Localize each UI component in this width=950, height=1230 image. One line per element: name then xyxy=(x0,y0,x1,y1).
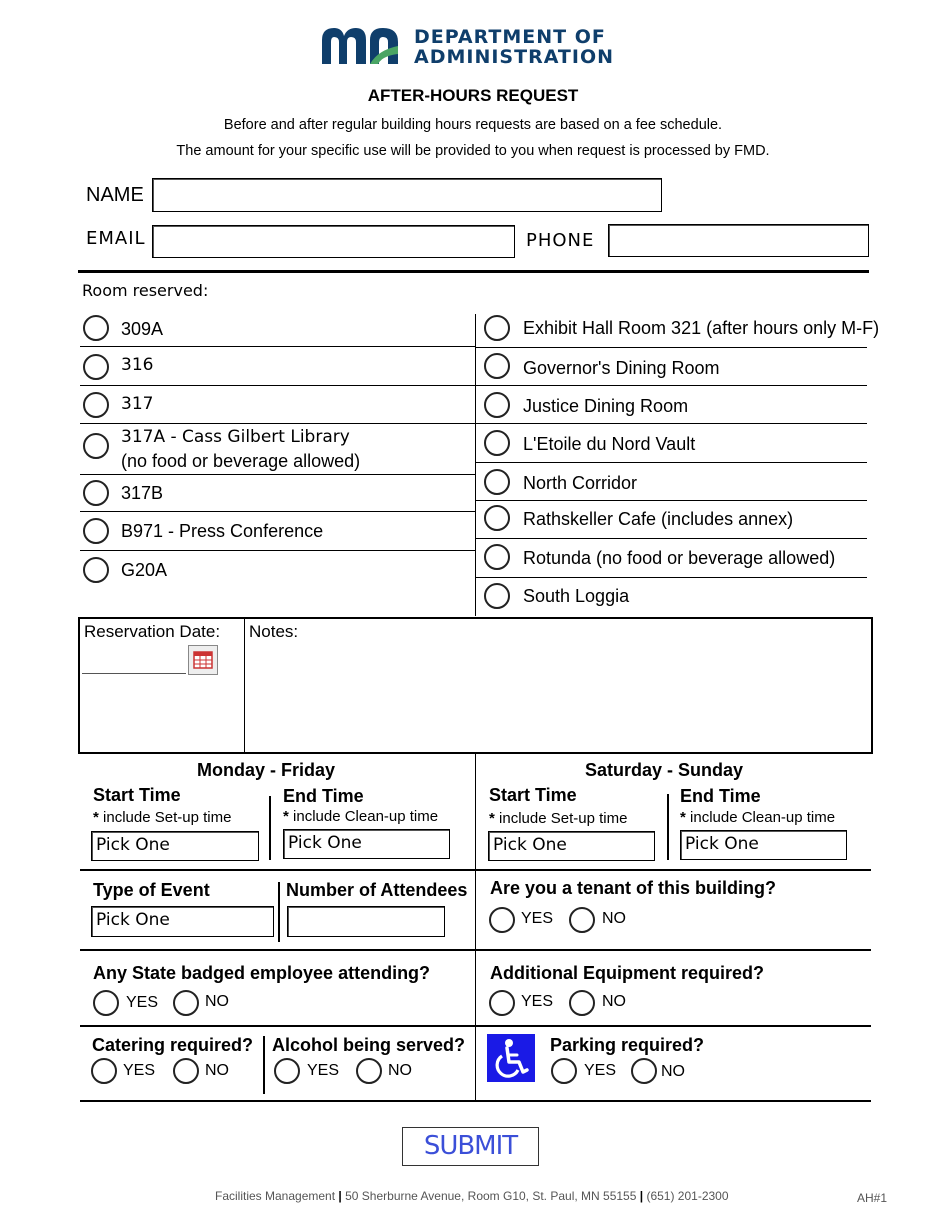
equipment-question: Additional Equipment required? xyxy=(490,963,764,983)
weekend-title: Saturday - Sunday xyxy=(585,760,744,780)
name-input[interactable] xyxy=(152,178,662,212)
room-row-divider xyxy=(476,538,867,539)
room-column-divider xyxy=(475,314,476,616)
room-radio-justice-dining[interactable] xyxy=(484,392,510,418)
attendees-input[interactable] xyxy=(287,906,445,937)
schedule-divider xyxy=(475,754,476,1101)
event-type-select[interactable]: Pick One xyxy=(91,906,274,937)
room-option: South Loggia xyxy=(523,586,630,606)
alcohol-question: Alcohol being served? xyxy=(272,1035,466,1055)
room-radio-south-loggia[interactable] xyxy=(484,583,510,609)
weekday-col-divider xyxy=(269,796,271,860)
email-label: EMAIL xyxy=(86,228,146,249)
no-label: NO xyxy=(205,993,229,1010)
name-label: NAME xyxy=(86,184,144,206)
room-option-note: (no food or beverage allowed) xyxy=(121,451,361,471)
no-label: NO xyxy=(661,1063,685,1080)
weekend-cleanup-note xyxy=(680,809,835,826)
room-option: 317 xyxy=(121,394,154,414)
room-row-divider xyxy=(80,511,475,512)
form-title: AFTER-HOURS REQUEST xyxy=(367,86,579,105)
form-id: AH#1 xyxy=(857,1191,888,1205)
room-radio-317b[interactable] xyxy=(83,480,109,506)
fee-notice-2: The amount for your specific use will be provided to you when request is processed by FMD. xyxy=(176,143,770,159)
asterisk: * xyxy=(680,809,686,826)
alcohol-yes-radio[interactable] xyxy=(274,1058,300,1084)
room-option: Justice Dining Room xyxy=(523,396,689,416)
room-radio-north-corridor[interactable] xyxy=(484,469,510,495)
email-input[interactable] xyxy=(152,225,515,258)
parking-no-radio[interactable] xyxy=(631,1058,657,1084)
yes-label: YES xyxy=(521,910,554,927)
wheelchair-icon xyxy=(487,1034,535,1082)
room-radio-309a[interactable] xyxy=(83,315,109,341)
alcohol-no-radio[interactable] xyxy=(356,1058,382,1084)
asterisk: * xyxy=(489,810,495,827)
room-row-divider xyxy=(476,385,867,386)
notes-label: Notes: xyxy=(249,622,299,641)
row-divider xyxy=(80,949,871,951)
weekday-end-select[interactable]: Pick One xyxy=(283,829,450,859)
yes-label: YES xyxy=(584,1062,617,1079)
weekday-title: Monday - Friday xyxy=(197,760,336,780)
badged-yes-radio[interactable] xyxy=(93,990,119,1016)
no-label: NO xyxy=(602,910,626,927)
footer-org: Facilities Management xyxy=(215,1189,336,1203)
room-row-divider xyxy=(80,423,475,424)
catering-question: Catering required? xyxy=(92,1035,254,1055)
room-row-divider xyxy=(476,462,867,463)
footer-sep: | xyxy=(639,1189,644,1203)
room-reserved-label: Room reserved: xyxy=(82,281,209,300)
reservation-date-label: Reservation Date: xyxy=(84,622,221,641)
yes-label: YES xyxy=(126,994,159,1011)
setup-note-text: include Set-up time xyxy=(499,810,628,827)
no-label: NO xyxy=(205,1062,229,1079)
event-type-label: Type of Event xyxy=(93,880,210,900)
no-label: NO xyxy=(602,993,626,1010)
weekend-start-label: Start Time xyxy=(489,785,577,805)
room-row-divider xyxy=(80,346,475,347)
asterisk: * xyxy=(283,808,289,825)
weekend-col-divider xyxy=(667,794,669,860)
weekend-start-select[interactable]: Pick One xyxy=(488,831,655,861)
room-option: North Corridor xyxy=(523,473,638,493)
weekend-setup-note xyxy=(489,810,627,827)
department-logo xyxy=(320,24,620,70)
weekday-start-select[interactable]: Pick One xyxy=(91,831,259,861)
room-radio-letoile-vault[interactable] xyxy=(484,430,510,456)
row-divider xyxy=(80,1100,871,1102)
room-radio-317a[interactable] xyxy=(83,433,109,459)
room-radio-317[interactable] xyxy=(83,392,109,418)
equipment-yes-radio[interactable] xyxy=(489,990,515,1016)
cleanup-note-text: include Clean-up time xyxy=(690,809,836,826)
weekday-setup-note xyxy=(93,809,231,826)
room-option: Exhibit Hall Room 321 (after hours only M-F) xyxy=(523,318,880,338)
reservation-divider xyxy=(244,618,245,753)
room-option: Governor's Dining Room xyxy=(523,358,720,378)
section-divider xyxy=(78,270,869,273)
room-option: G20A xyxy=(121,560,168,580)
attendees-label: Number of Attendees xyxy=(286,880,468,900)
room-row-divider xyxy=(80,385,475,386)
tenant-yes-radio[interactable] xyxy=(489,907,515,933)
room-radio-rathskeller[interactable] xyxy=(484,505,510,531)
room-row-divider xyxy=(80,474,475,475)
footer-phone: (651) 201-2300 xyxy=(646,1189,729,1203)
weekday-start-label: Start Time xyxy=(93,785,181,805)
asterisk: * xyxy=(93,809,99,826)
catering-col-divider xyxy=(263,1036,265,1094)
room-option: 317A - Cass Gilbert Library xyxy=(121,427,350,447)
setup-note-text: include Set-up time xyxy=(103,809,232,826)
parking-question: Parking required? xyxy=(550,1035,705,1055)
yes-label: YES xyxy=(123,1062,156,1079)
no-label: NO xyxy=(388,1062,412,1079)
catering-yes-radio[interactable] xyxy=(91,1058,117,1084)
phone-label: PHONE xyxy=(526,230,595,251)
room-row-divider xyxy=(476,577,867,578)
row-divider xyxy=(80,869,871,871)
dept-name-line1: DEPARTMENT OF xyxy=(414,26,606,48)
room-radio-g20a[interactable] xyxy=(83,557,109,583)
room-row-divider xyxy=(476,347,867,348)
dept-name-line2: ADMINISTRATION xyxy=(414,46,615,68)
mn-logo-mark xyxy=(320,24,404,68)
room-row-divider xyxy=(80,550,475,551)
reservation-date-input[interactable] xyxy=(82,673,186,674)
room-radio-exhibit-hall[interactable] xyxy=(484,315,510,341)
notes-input[interactable] xyxy=(248,645,868,749)
event-col-divider xyxy=(278,882,280,942)
room-radio-b971[interactable] xyxy=(83,518,109,544)
room-option: 316 xyxy=(121,355,154,375)
cleanup-note-text: include Clean-up time xyxy=(293,808,439,825)
badged-question: Any State badged employee attending? xyxy=(93,963,431,983)
tenant-question: Are you a tenant of this building? xyxy=(490,878,776,898)
weekday-end-label: End Time xyxy=(283,786,364,806)
submit-button[interactable]: SUBMIT xyxy=(402,1127,539,1166)
parking-yes-radio[interactable] xyxy=(551,1058,577,1084)
room-option: 317B xyxy=(121,483,164,503)
equipment-no-radio[interactable] xyxy=(569,990,595,1016)
room-option: 309A xyxy=(121,319,164,339)
badged-no-radio[interactable] xyxy=(173,990,199,1016)
footer-street: 50 Sherburne Avenue, Room G10, St. Paul, MN 55155 xyxy=(345,1189,637,1203)
room-radio-governors-dining[interactable] xyxy=(484,353,510,379)
weekend-end-label: End Time xyxy=(680,786,761,806)
row-divider xyxy=(80,1025,871,1027)
weekend-end-select[interactable]: Pick One xyxy=(680,830,847,860)
catering-no-radio[interactable] xyxy=(173,1058,199,1084)
room-option: L'Etoile du Nord Vault xyxy=(523,434,696,454)
room-option: B971 - Press Conference xyxy=(121,521,324,541)
calendar-icon[interactable] xyxy=(188,645,218,675)
tenant-no-radio[interactable] xyxy=(569,907,595,933)
yes-label: YES xyxy=(521,993,554,1010)
footer-address xyxy=(215,1189,729,1203)
room-option: Rathskeller Cafe (includes annex) xyxy=(523,509,794,529)
fee-notice-1: Before and after regular building hours requests are based on a fee schedule. xyxy=(223,117,723,133)
room-option: Rotunda (no food or beverage allowed) xyxy=(523,548,836,568)
room-row-divider xyxy=(476,500,867,501)
weekday-cleanup-note xyxy=(283,808,438,825)
room-radio-316[interactable] xyxy=(83,354,109,380)
room-row-divider xyxy=(476,423,867,424)
yes-label: YES xyxy=(307,1062,340,1079)
phone-input[interactable] xyxy=(608,224,869,257)
footer-sep: | xyxy=(338,1189,342,1203)
room-radio-rotunda[interactable] xyxy=(484,544,510,570)
